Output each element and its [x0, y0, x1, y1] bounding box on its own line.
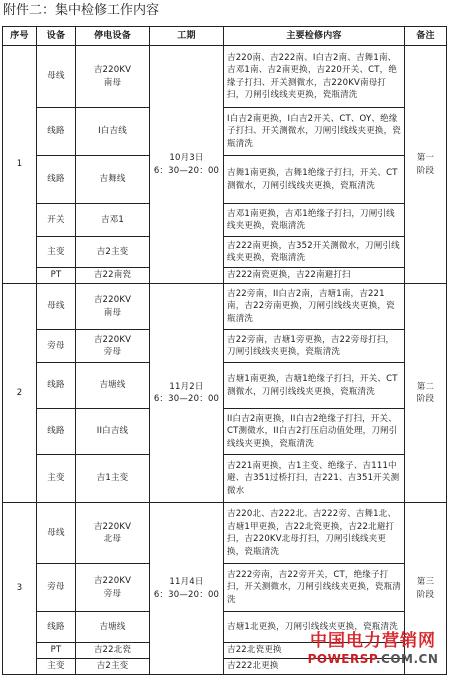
content-cell: 吉221南更换，吉1主变、绝缘子、吉111中避、吉351过桥打扫，吉221、吉351开关测微水 — [224, 455, 405, 503]
table-row — [3, 330, 447, 363]
outage-cell: 吉塘线 — [76, 363, 150, 409]
table-row — [3, 46, 447, 108]
outage-cell: 吉220KV 旁母 — [76, 330, 150, 363]
column-header-content: 主要检修内容 — [224, 27, 405, 46]
column-header-period: 工期 — [150, 27, 224, 46]
equipment-cell: 旁母 — [37, 330, 76, 363]
equipment-cell: 母线 — [37, 284, 76, 330]
remarks-cell: 第二 阶段 — [405, 284, 447, 503]
outage-cell: 吉2主变 — [76, 659, 150, 675]
table-row — [3, 108, 447, 156]
remarks-cell: 第三 阶段 — [405, 503, 447, 675]
table-row — [3, 268, 447, 284]
outage-cell: 吉1主变 — [76, 455, 150, 503]
table-row — [3, 564, 447, 612]
outage-cell: 吉220KV 旁母 — [76, 564, 150, 612]
watermark-url: POWERSP.COM.CN — [307, 652, 439, 666]
equipment-cell: 旁母 — [37, 564, 76, 612]
equipment-cell: 主变 — [37, 659, 76, 675]
outage-cell: II白吉线 — [76, 409, 150, 455]
outage-cell: 吉邓1 — [76, 204, 150, 237]
page-heading: 附件二：集中检修工作内容 — [3, 3, 160, 18]
content-cell: 吉塘1南更换，吉塘1绝缘子打扫，开关、CT测微水，刀闸引线线夹更换，瓷瓶清洗 — [224, 363, 405, 409]
table-row — [3, 284, 447, 330]
outage-cell: 吉2主变 — [76, 237, 150, 268]
table-row — [3, 455, 447, 503]
content-cell: 吉220南、吉222南、I白吉2南、吉舞1南、吉邓1南、吉2南更换，吉220开关、CT，绝缘子打扫、开关测微水，吉220KV南母打扫，刀闸引线线夹更换，瓷瓶清洗 — [224, 46, 405, 108]
equipment-cell: 母线 — [37, 46, 76, 108]
content-cell: 吉邓1南更换，吉邓1绝缘子打扫，刀闸引线线夹更换，瓷瓶清洗 — [224, 204, 405, 237]
outage-cell: I白吉线 — [76, 108, 150, 156]
outage-cell: 吉220KV 北母 — [76, 503, 150, 564]
table-row — [3, 409, 447, 455]
content-cell: 吉222旁南，吉22旁开关，CT，绝缘子打扫，开关测微水，刀闸引线线夹更换，瓷瓶清洗 — [224, 564, 405, 612]
outage-cell: 吉220KV 南母 — [76, 46, 150, 108]
table-row — [3, 156, 447, 204]
period-cell: 11月4日 6：30—20：00 — [150, 503, 224, 675]
content-cell: II白吉2南更换，II白吉2绝缘子打扫，开关、CT测微水，II白吉2打压启动值处理，刀闸引线线夹更换，瓷瓶清洗 — [224, 409, 405, 455]
table-row — [3, 363, 447, 409]
maintenance-schedule-table — [2, 26, 447, 675]
table-row — [3, 237, 447, 268]
column-header-remarks: 备注 — [405, 27, 447, 46]
equipment-cell: PT — [37, 643, 76, 659]
table-row — [3, 204, 447, 237]
content-cell: 吉22旁南，II白吉2南，吉塘1南，吉221南，吉22旁南更换，刀闸引线线夹更换，瓷瓶清洗 — [224, 284, 405, 330]
equipment-cell: 开关 — [37, 204, 76, 237]
column-header-equipment: 设备 — [37, 27, 76, 46]
content-cell: 吉塘1北更换，刀闸引线线夹更换，瓷瓶清洗 — [224, 612, 405, 643]
equipment-cell: PT — [37, 268, 76, 284]
equipment-cell: 线路 — [37, 363, 76, 409]
outage-cell: 吉22南瓷 — [76, 268, 150, 284]
content-cell: 吉222南更换，吉352开关测微水，刀闸引线线夹更换，瓷瓶清洗 — [224, 237, 405, 268]
period-cell: 10月3日 6：30—20：00 — [150, 46, 224, 284]
equipment-cell: 线路 — [37, 108, 76, 156]
table-header-row — [3, 27, 447, 46]
group-index: 2 — [3, 284, 37, 503]
content-cell: 吉舞1南更换，吉舞1绝缘子打扫，开关、CT测微水，刀闸引线线夹更换，瓷瓶清洗 — [224, 156, 405, 204]
equipment-cell: 线路 — [37, 156, 76, 204]
equipment-cell: 主变 — [37, 455, 76, 503]
column-header-index: 序号 — [3, 27, 37, 46]
content-cell: 吉22旁南，吉塘1旁更换，吉22旁母打扫，刀闸引线线夹更换，瓷瓶清洗 — [224, 330, 405, 363]
outage-cell: 吉22北瓷 — [76, 643, 150, 659]
content-cell: I白吉2南更换，I白吉2开关、CT、OY、绝缘子打扫、开关测微水，刀闸引线线夹更换，瓷瓶清洗 — [224, 108, 405, 156]
group-index: 1 — [3, 46, 37, 284]
content-cell: 吉220北、吉222北、吉222旁、吉舞1北、吉塘1甲更换，吉22北瓷更换，吉22北避打扫，吉220KV北母打扫，刀闸引线线夹更换，瓷瓶清洗 — [224, 503, 405, 564]
outage-cell: 吉舞线 — [76, 156, 150, 204]
site-watermark — [298, 630, 448, 666]
content-cell: 吉222南瓷更换，吉22南避打扫 — [224, 268, 405, 284]
remarks-cell: 第一 阶段 — [405, 46, 447, 284]
equipment-cell: 母线 — [37, 503, 76, 564]
column-header-outage-equipment: 停电设备 — [76, 27, 150, 46]
outage-cell: 吉220KV 南母 — [76, 284, 150, 330]
equipment-cell: 线路 — [37, 409, 76, 455]
content-cell: 吉222北更换 — [224, 659, 405, 675]
equipment-cell: 主变 — [37, 237, 76, 268]
watermark-title: 中国电力营销网 — [310, 631, 436, 651]
outage-cell: 吉塘线 — [76, 612, 150, 643]
content-cell: 吉22北瓷更换 — [224, 643, 405, 659]
group-index: 3 — [3, 503, 37, 675]
equipment-cell: 线路 — [37, 612, 76, 643]
table-row — [3, 503, 447, 564]
period-cell: 11月2日 6：30—20：00 — [150, 284, 224, 503]
